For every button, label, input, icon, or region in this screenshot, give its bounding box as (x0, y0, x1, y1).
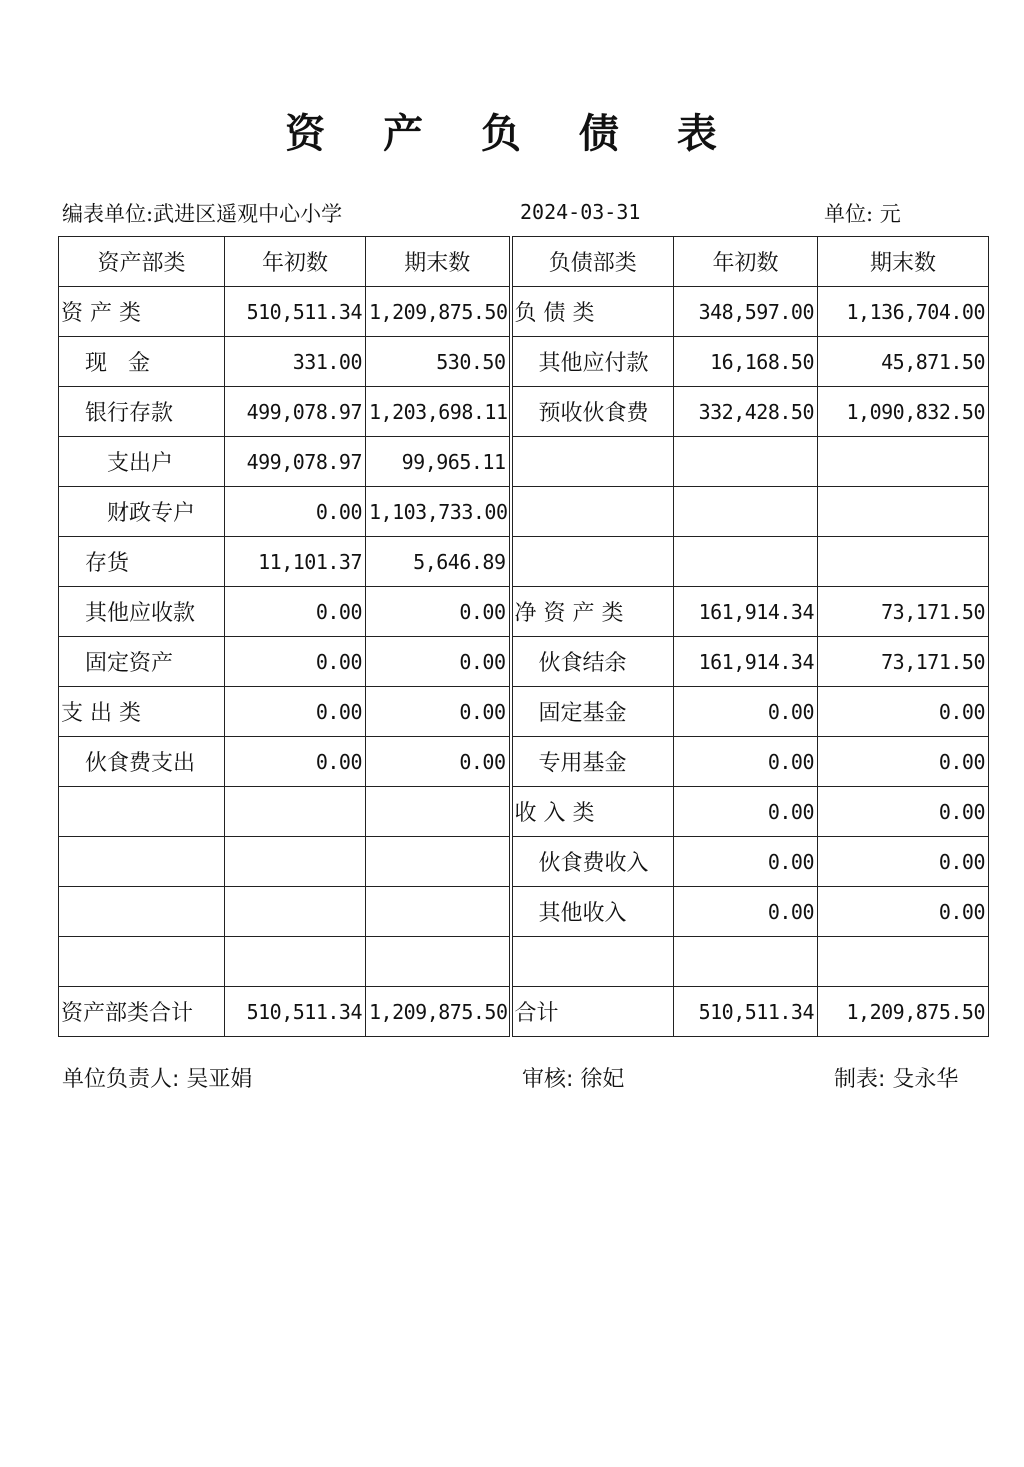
liab-begin: 332,428.50 (674, 387, 818, 437)
table-row (59, 437, 989, 487)
liab-begin: 16,168.50 (674, 337, 818, 387)
liab-begin: 0.00 (674, 837, 818, 887)
liab-begin (674, 937, 818, 987)
liab-label (511, 437, 674, 487)
liab-label: 收 入 类 (511, 787, 674, 837)
liab-end: 0.00 (818, 787, 989, 837)
liab-total-begin: 510,511.34 (674, 987, 818, 1037)
table-row (59, 387, 989, 437)
liab-end: 73,171.50 (818, 637, 989, 687)
liab-begin (674, 437, 818, 487)
liab-end (818, 437, 989, 487)
asset-begin: 331.00 (225, 337, 366, 387)
asset-end: 1,103,733.00 (366, 487, 511, 537)
asset-end (366, 937, 511, 987)
header-asset-category: 资产部类 (59, 237, 225, 287)
table-row (59, 737, 989, 787)
auditor-signature: 审核: 徐妃 (522, 1067, 625, 1092)
report-date: 2024-03-31 (520, 200, 641, 224)
asset-begin: 0.00 (225, 687, 366, 737)
liab-end (818, 537, 989, 587)
asset-end: 5,646.89 (366, 537, 511, 587)
liab-begin: 161,914.34 (674, 637, 818, 687)
header-asset-end: 期末数 (366, 237, 511, 287)
table-row (59, 337, 989, 387)
header-liab-end: 期末数 (818, 237, 989, 287)
table-row (59, 887, 989, 937)
asset-begin: 499,078.97 (225, 437, 366, 487)
liab-label: 预收伙食费 (511, 387, 674, 437)
asset-label: 资 产 类 (59, 287, 225, 337)
compiling-unit: 编表单位:武进区遥观中心小学 (62, 202, 343, 226)
liab-end: 1,136,704.00 (818, 287, 989, 337)
asset-label: 存货 (59, 537, 225, 587)
asset-label: 固定资产 (59, 637, 225, 687)
asset-label: 现 金 (59, 337, 225, 387)
header-liab-begin: 年初数 (674, 237, 818, 287)
asset-begin: 510,511.34 (225, 287, 366, 337)
asset-end (366, 787, 511, 837)
asset-end: 1,209,875.50 (366, 287, 511, 337)
liab-end (818, 937, 989, 987)
asset-begin (225, 887, 366, 937)
liab-begin (674, 487, 818, 537)
asset-end: 0.00 (366, 637, 511, 687)
liab-begin (674, 537, 818, 587)
asset-begin: 0.00 (225, 587, 366, 637)
liab-label: 专用基金 (511, 737, 674, 787)
liab-label (511, 937, 674, 987)
liab-begin: 0.00 (674, 737, 818, 787)
table-row (59, 287, 989, 337)
liab-begin: 0.00 (674, 687, 818, 737)
asset-begin: 0.00 (225, 637, 366, 687)
asset-label (59, 937, 225, 987)
asset-end: 0.00 (366, 737, 511, 787)
header-liab-category: 负债部类 (511, 237, 674, 287)
table-row (59, 687, 989, 737)
balance-sheet-table (58, 236, 989, 1037)
liab-label (511, 537, 674, 587)
asset-begin: 0.00 (225, 737, 366, 787)
currency-unit: 单位: 元 (824, 202, 901, 226)
table-row (59, 937, 989, 987)
table-row (59, 587, 989, 637)
asset-label: 支 出 类 (59, 687, 225, 737)
liab-end (818, 487, 989, 537)
asset-end: 530.50 (366, 337, 511, 387)
table-row (59, 837, 989, 887)
liab-end: 73,171.50 (818, 587, 989, 637)
asset-begin (225, 787, 366, 837)
liab-end: 0.00 (818, 687, 989, 737)
asset-begin: 11,101.37 (225, 537, 366, 587)
liab-total-end: 1,209,875.50 (818, 987, 989, 1037)
liab-end: 0.00 (818, 837, 989, 887)
liab-begin: 0.00 (674, 787, 818, 837)
asset-label: 支出户 (59, 437, 225, 487)
liab-label: 固定基金 (511, 687, 674, 737)
liab-end: 45,871.50 (818, 337, 989, 387)
liab-label: 其他应付款 (511, 337, 674, 387)
table-row (59, 637, 989, 687)
asset-end: 1,203,698.11 (366, 387, 511, 437)
liab-label: 伙食费收入 (511, 837, 674, 887)
asset-label: 财政专户 (59, 487, 225, 537)
asset-begin: 499,078.97 (225, 387, 366, 437)
page-title: 资 产 负 债 表 (285, 110, 739, 157)
preparer-signature: 制表: 殳永华 (834, 1067, 959, 1092)
liab-begin: 161,914.34 (674, 587, 818, 637)
liab-begin: 348,597.00 (674, 287, 818, 337)
table-row (59, 487, 989, 537)
asset-label: 其他应收款 (59, 587, 225, 637)
liab-begin: 0.00 (674, 887, 818, 937)
asset-end (366, 887, 511, 937)
asset-total-begin: 510,511.34 (225, 987, 366, 1037)
header-row (59, 237, 989, 287)
asset-total-label: 资产部类合计 (59, 987, 225, 1037)
liab-end: 0.00 (818, 887, 989, 937)
unit-head-signature: 单位负责人: 吴亚娟 (62, 1067, 253, 1092)
liab-label: 负 债 类 (511, 287, 674, 337)
table-row (59, 787, 989, 837)
asset-label: 伙食费支出 (59, 737, 225, 787)
asset-end (366, 837, 511, 887)
asset-total-end: 1,209,875.50 (366, 987, 511, 1037)
liab-label: 其他收入 (511, 887, 674, 937)
liab-label: 伙食结余 (511, 637, 674, 687)
table-row (59, 537, 989, 587)
asset-end: 99,965.11 (366, 437, 511, 487)
asset-label: 银行存款 (59, 387, 225, 437)
asset-begin: 0.00 (225, 487, 366, 537)
liab-label: 净 资 产 类 (511, 587, 674, 637)
asset-label (59, 787, 225, 837)
asset-end: 0.00 (366, 587, 511, 637)
liab-total-label: 合计 (511, 987, 674, 1037)
liab-end: 1,090,832.50 (818, 387, 989, 437)
liab-label (511, 487, 674, 537)
asset-begin (225, 937, 366, 987)
asset-label (59, 887, 225, 937)
liab-end: 0.00 (818, 737, 989, 787)
asset-end: 0.00 (366, 687, 511, 737)
header-asset-begin: 年初数 (225, 237, 366, 287)
totals-row (59, 987, 989, 1037)
asset-label (59, 837, 225, 887)
asset-begin (225, 837, 366, 887)
